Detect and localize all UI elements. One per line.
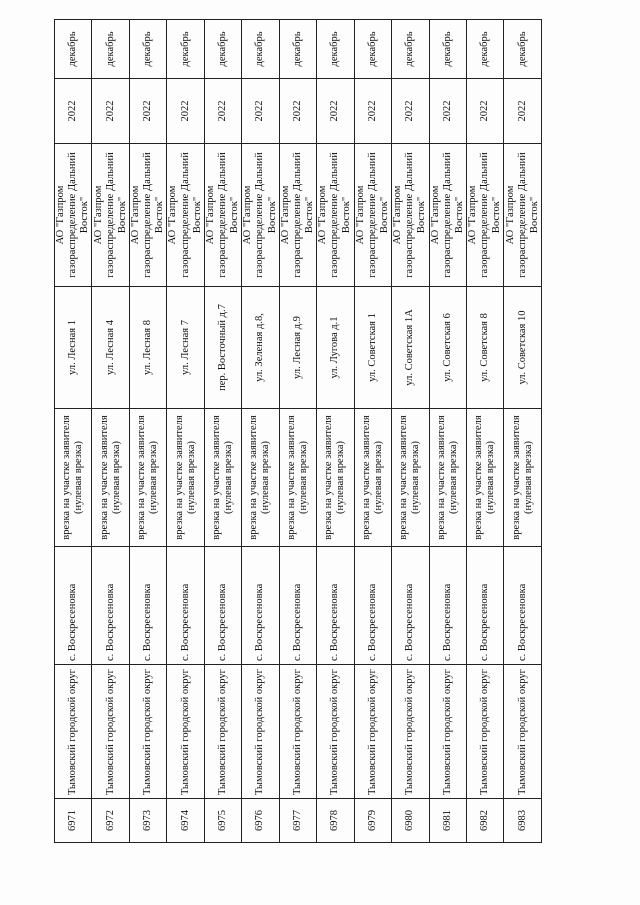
organization-cell: АО "Газпром газораспределение Дальний Восток" — [167, 144, 204, 287]
organization-cell: АО "Газпром газораспределение Дальний Восток" — [92, 144, 129, 287]
month-cell: декабрь — [55, 20, 92, 79]
organization-cell: АО "Газпром газораспределение Дальний Восток" — [354, 144, 391, 287]
organization-cell: АО "Газпром газораспределение Дальний Восток" — [55, 144, 92, 287]
work-type-cell: врезка на участке заявителя (нулевая врезка) — [392, 409, 429, 547]
rotated-table-container — [54, 31, 541, 843]
organization-cell: АО "Газпром газораспределение Дальний Восток" — [317, 144, 354, 287]
organization-cell: АО "Газпром газораспределение Дальний Восток" — [392, 144, 429, 287]
district-cell: Тымовский городской округ — [392, 665, 429, 799]
work-type-cell: врезка на участке заявителя (нулевая врезка) — [92, 409, 129, 547]
month-cell: декабрь — [204, 20, 241, 79]
district-cell: Тымовский городской округ — [167, 665, 204, 799]
work-type-cell: врезка на участке заявителя (нулевая врезка) — [242, 409, 279, 547]
table-row — [242, 20, 279, 843]
year-cell: 2022 — [167, 79, 204, 144]
table-row — [204, 20, 241, 843]
work-type-cell: врезка на участке заявителя (нулевая врезка) — [466, 409, 503, 547]
village-cell: с. Воскресеновка — [129, 547, 166, 665]
row-number: 6981 — [429, 799, 466, 843]
district-cell: Тымовский городской округ — [317, 665, 354, 799]
work-type-cell: врезка на участке заявителя (нулевая врезка) — [129, 409, 166, 547]
district-cell: Тымовский городской округ — [429, 665, 466, 799]
organization-cell: АО "Газпром газораспределение Дальний Восток" — [429, 144, 466, 287]
organization-cell: АО "Газпром газораспределение Дальний Восток" — [204, 144, 241, 287]
month-cell: декабрь — [242, 20, 279, 79]
village-cell: с. Воскресеновка — [204, 547, 241, 665]
year-cell: 2022 — [204, 79, 241, 144]
table-row — [504, 20, 541, 843]
village-cell: с. Воскресеновка — [92, 547, 129, 665]
year-cell: 2022 — [242, 79, 279, 144]
address-cell: ул. Лесная 4 — [92, 287, 129, 409]
gas-connection-table — [54, 19, 542, 843]
village-cell: с. Воскресеновка — [429, 547, 466, 665]
month-cell: декабрь — [429, 20, 466, 79]
row-number: 6972 — [92, 799, 129, 843]
table-row — [92, 20, 129, 843]
district-cell: Тымовский городской округ — [204, 665, 241, 799]
village-cell: с. Воскресеновка — [317, 547, 354, 665]
month-cell: декабрь — [167, 20, 204, 79]
table-row — [317, 20, 354, 843]
table-row — [167, 20, 204, 843]
work-type-cell: врезка на участке заявителя (нулевая врезка) — [504, 409, 541, 547]
district-cell: Тымовский городской округ — [129, 665, 166, 799]
year-cell: 2022 — [392, 79, 429, 144]
table-row — [55, 20, 92, 843]
year-cell: 2022 — [429, 79, 466, 144]
year-cell: 2022 — [504, 79, 541, 144]
month-cell: декабрь — [354, 20, 391, 79]
year-cell: 2022 — [354, 79, 391, 144]
village-cell: с. Воскресеновка — [279, 547, 316, 665]
address-cell: пер. Восточный д.7 — [204, 287, 241, 409]
row-number: 6977 — [279, 799, 316, 843]
district-cell: Тымовский городской округ — [354, 665, 391, 799]
table-row — [392, 20, 429, 843]
work-type-cell: врезка на участке заявителя (нулевая врезка) — [204, 409, 241, 547]
row-number: 6973 — [129, 799, 166, 843]
village-cell: с. Воскресеновка — [466, 547, 503, 665]
organization-cell: АО "Газпром газораспределение Дальний Восток" — [504, 144, 541, 287]
table-row — [279, 20, 316, 843]
year-cell: 2022 — [92, 79, 129, 144]
row-number: 6975 — [204, 799, 241, 843]
organization-cell: АО "Газпром газораспределение Дальний Восток" — [279, 144, 316, 287]
work-type-cell: врезка на участке заявителя (нулевая врезка) — [55, 409, 92, 547]
month-cell: декабрь — [129, 20, 166, 79]
work-type-cell: врезка на участке заявителя (нулевая врезка) — [167, 409, 204, 547]
table-row — [129, 20, 166, 843]
organization-cell: АО "Газпром газораспределение Дальний Восток" — [129, 144, 166, 287]
village-cell: с. Воскресеновка — [242, 547, 279, 665]
year-cell: 2022 — [466, 79, 503, 144]
district-cell: Тымовский городской округ — [466, 665, 503, 799]
row-number: 6978 — [317, 799, 354, 843]
month-cell: декабрь — [504, 20, 541, 79]
table-row — [354, 20, 391, 843]
row-number: 6976 — [242, 799, 279, 843]
district-cell: Тымовский городской округ — [92, 665, 129, 799]
village-cell: с. Воскресеновка — [392, 547, 429, 665]
district-cell: Тымовский городской округ — [279, 665, 316, 799]
row-number: 6979 — [354, 799, 391, 843]
row-number: 6971 — [55, 799, 92, 843]
address-cell: ул. Зеленая д.8, — [242, 287, 279, 409]
month-cell: декабрь — [466, 20, 503, 79]
district-cell: Тымовский городской округ — [504, 665, 541, 799]
village-cell: с. Воскресеновка — [167, 547, 204, 665]
row-number: 6983 — [504, 799, 541, 843]
address-cell: ул. Советская 1 — [354, 287, 391, 409]
address-cell: ул. Советская 8 — [466, 287, 503, 409]
work-type-cell: врезка на участке заявителя (нулевая врезка) — [317, 409, 354, 547]
year-cell: 2022 — [279, 79, 316, 144]
month-cell: декабрь — [92, 20, 129, 79]
month-cell: декабрь — [392, 20, 429, 79]
table-row — [429, 20, 466, 843]
work-type-cell: врезка на участке заявителя (нулевая врезка) — [429, 409, 466, 547]
year-cell: 2022 — [317, 79, 354, 144]
table-row — [466, 20, 503, 843]
address-cell: ул. Советская 10 — [504, 287, 541, 409]
address-cell: ул. Лугова д.1 — [317, 287, 354, 409]
address-cell: ул. Лесная д.9 — [279, 287, 316, 409]
month-cell: декабрь — [317, 20, 354, 79]
row-number: 6980 — [392, 799, 429, 843]
district-cell: Тымовский городской округ — [55, 665, 92, 799]
work-type-cell: врезка на участке заявителя (нулевая врезка) — [279, 409, 316, 547]
village-cell: с. Воскресеновка — [55, 547, 92, 665]
address-cell: ул. Лесная 8 — [129, 287, 166, 409]
address-cell: ул. Лесная 1 — [55, 287, 92, 409]
organization-cell: АО "Газпром газораспределение Дальний Восток" — [466, 144, 503, 287]
work-type-cell: врезка на участке заявителя (нулевая врезка) — [354, 409, 391, 547]
year-cell: 2022 — [55, 79, 92, 144]
year-cell: 2022 — [129, 79, 166, 144]
village-cell: с. Воскресеновка — [504, 547, 541, 665]
village-cell: с. Воскресеновка — [354, 547, 391, 665]
district-cell: Тымовский городской округ — [242, 665, 279, 799]
address-cell: ул. Советская 1А — [392, 287, 429, 409]
organization-cell: АО "Газпром газораспределение Дальний Восток" — [242, 144, 279, 287]
address-cell: ул. Лесная 7 — [167, 287, 204, 409]
row-number: 6982 — [466, 799, 503, 843]
address-cell: ул. Советская 6 — [429, 287, 466, 409]
row-number: 6974 — [167, 799, 204, 843]
month-cell: декабрь — [279, 20, 316, 79]
